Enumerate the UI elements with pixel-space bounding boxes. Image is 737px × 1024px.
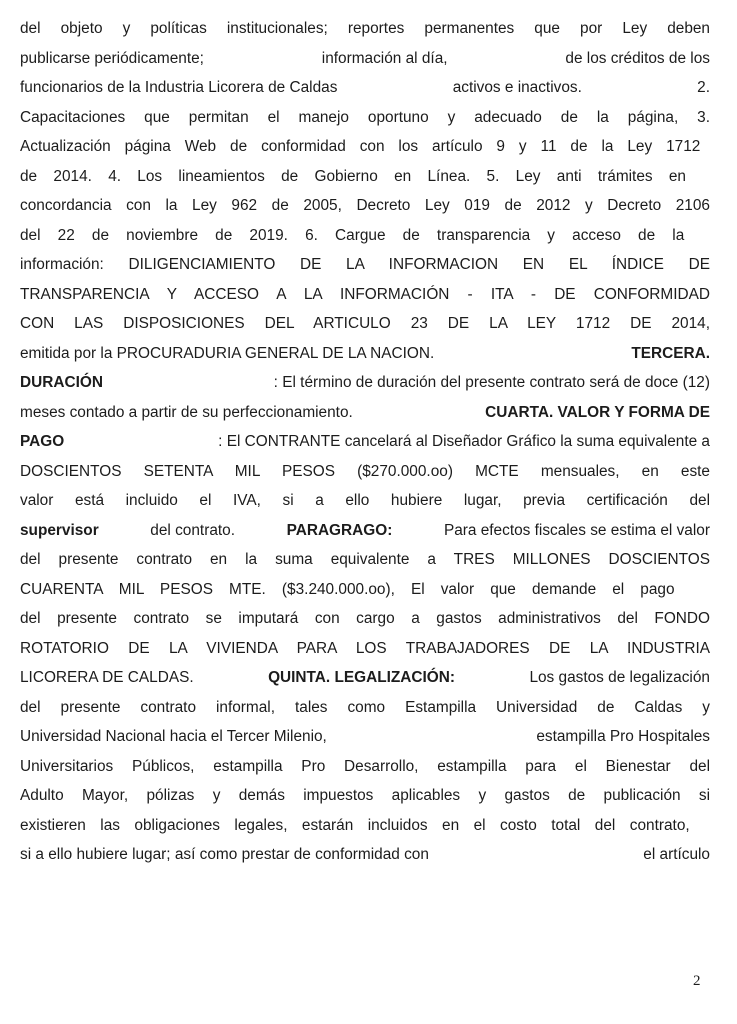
- text-line: [20, 427, 710, 457]
- text-segment: información: DILIGENCIAMIENTO DE LA INFORMACION EN EL ÍNDICE DE: [20, 256, 710, 273]
- bold-text-segment: CUARTA. VALOR Y FORMA DE: [485, 403, 710, 421]
- text-line: [20, 781, 710, 811]
- text-segment: del presente contrato informal, tales como Estampilla Universidad de Caldas y: [20, 698, 710, 716]
- text-segment: de los créditos de los: [565, 49, 710, 67]
- text-line: [20, 516, 710, 546]
- text-segment: de 2014. 4. Los lineamientos de Gobierno en Línea. 5. Ley anti trámites en: [20, 167, 686, 185]
- text-line: [20, 545, 710, 575]
- text-segment: Para efectos fiscales se estima el valor: [443, 521, 710, 539]
- page-number: 2: [693, 973, 701, 989]
- text-segment: meses contado a partir de su perfeccionamiento.: [20, 403, 353, 421]
- text-line: [20, 339, 710, 369]
- text-segment: del objeto y políticas institucionales; reportes permanentes que por Ley deben: [20, 20, 710, 37]
- text-segment: ROTATORIO DE LA VIVIENDA PARA LOS TRABAJADORES DE LA INDUSTRIA: [20, 639, 710, 657]
- text-segment: información al día,: [321, 49, 448, 67]
- text-line: [20, 309, 710, 339]
- text-segment: Capacitaciones que permitan el manejo oportuno y adecuado de la página, 3.: [20, 108, 710, 126]
- text-segment: si a ello hubiere lugar; así como prestar de conformidad con: [20, 846, 429, 863]
- bold-text-segment: supervisor: [20, 521, 99, 539]
- text-segment: CON LAS DISPOSICIONES DEL ARTICULO 23 DE LA LEY 1712 DE 2014,: [20, 315, 710, 332]
- text-line: [20, 221, 710, 251]
- text-segment: funcionarios de la Industria Licorera de Caldas: [20, 79, 338, 96]
- text-segment: activos e inactivos.: [452, 79, 582, 96]
- text-segment: estampilla Pro Hospitales: [536, 728, 710, 745]
- text-segment: DOSCIENTOS SETENTA MIL PESOS ($270.000.oo) MCTE mensuales, en este: [20, 462, 710, 480]
- text-segment: emitida por la PROCURADURIA GENERAL DE LA NACION.: [20, 344, 435, 362]
- text-segment: TRANSPARENCIA Y ACCESO A LA INFORMACIÓN - ITA - DE CONFORMIDAD: [20, 285, 710, 303]
- text-segment: CUARENTA MIL PESOS MTE. ($3.240.000.oo), El valor que demande el pago: [20, 580, 675, 598]
- text-segment: 2.: [697, 79, 710, 96]
- text-segment: del 22 de noviembre de 2019. 6. Cargue de transparencia y acceso de la: [20, 226, 685, 244]
- text-line: [20, 663, 710, 693]
- text-line: [20, 280, 710, 310]
- text-line: [20, 132, 710, 162]
- text-line: [20, 44, 710, 74]
- text-segment: valor está incluido el IVA, si a ello hubiere lugar, previa certificación del: [20, 492, 710, 509]
- body-text: [20, 14, 710, 870]
- text-line: [20, 722, 710, 752]
- bold-text-segment: QUINTA. LEGALIZACIÓN:: [268, 669, 456, 686]
- text-segment: publicarse periódicamente;: [20, 49, 204, 67]
- text-line: [20, 634, 710, 664]
- text-segment: LICORERA DE CALDAS.: [20, 669, 194, 686]
- text-line: [20, 486, 710, 516]
- text-line: [20, 14, 710, 44]
- text-line: [20, 457, 710, 487]
- text-segment: : El CONTRANTE cancelará al Diseñador Gráfico la suma equivalente a: [218, 433, 710, 450]
- text-line: [20, 811, 710, 841]
- text-segment: del presente contrato en la suma equivalente a TRES MILLONES DOSCIENTOS: [20, 551, 710, 568]
- text-line: [20, 693, 710, 723]
- text-segment: Los gastos de legalización: [529, 669, 710, 686]
- text-segment: Universidad Nacional hacia el Tercer Milenio,: [20, 728, 327, 745]
- text-line: [20, 103, 710, 133]
- text-line: [20, 250, 710, 280]
- text-line: [20, 604, 710, 634]
- text-segment: del presente contrato se imputará con cargo a gastos administrativos del FONDO: [20, 610, 710, 627]
- text-segment: el artículo: [643, 846, 710, 863]
- text-line: [20, 398, 710, 428]
- text-line: [20, 752, 710, 782]
- text-line: [20, 575, 710, 605]
- text-line: [20, 162, 710, 192]
- text-segment: Adulto Mayor, pólizas y demás impuestos aplicables y gastos de publicación si: [20, 787, 710, 804]
- bold-text-segment: PARAGRAGO:: [286, 521, 393, 539]
- text-line: [20, 73, 710, 103]
- text-line: [20, 840, 710, 870]
- text-segment: existieren las obligaciones legales, estarán incluidos en el costo total del contrato,: [20, 816, 690, 834]
- bold-text-segment: PAGO: [20, 433, 65, 450]
- bold-text-segment: DURACIÓN: [20, 374, 103, 391]
- text-segment: Actualización página Web de conformidad con los artículo 9 y 11 de la Ley 1712: [20, 138, 701, 155]
- text-line: [20, 368, 710, 398]
- text-segment: del contrato.: [150, 521, 235, 539]
- text-segment: concordancia con la Ley 962 de 2005, Decreto Ley 019 de 2012 y Decreto 2106: [20, 197, 710, 214]
- text-line: [20, 191, 710, 221]
- text-segment: Universitarios Públicos, estampilla Pro Desarrollo, estampilla para el Bienestar del: [20, 757, 710, 775]
- bold-text-segment: TERCERA.: [631, 344, 710, 362]
- text-segment: : El término de duración del presente contrato será de doce (12): [273, 374, 710, 391]
